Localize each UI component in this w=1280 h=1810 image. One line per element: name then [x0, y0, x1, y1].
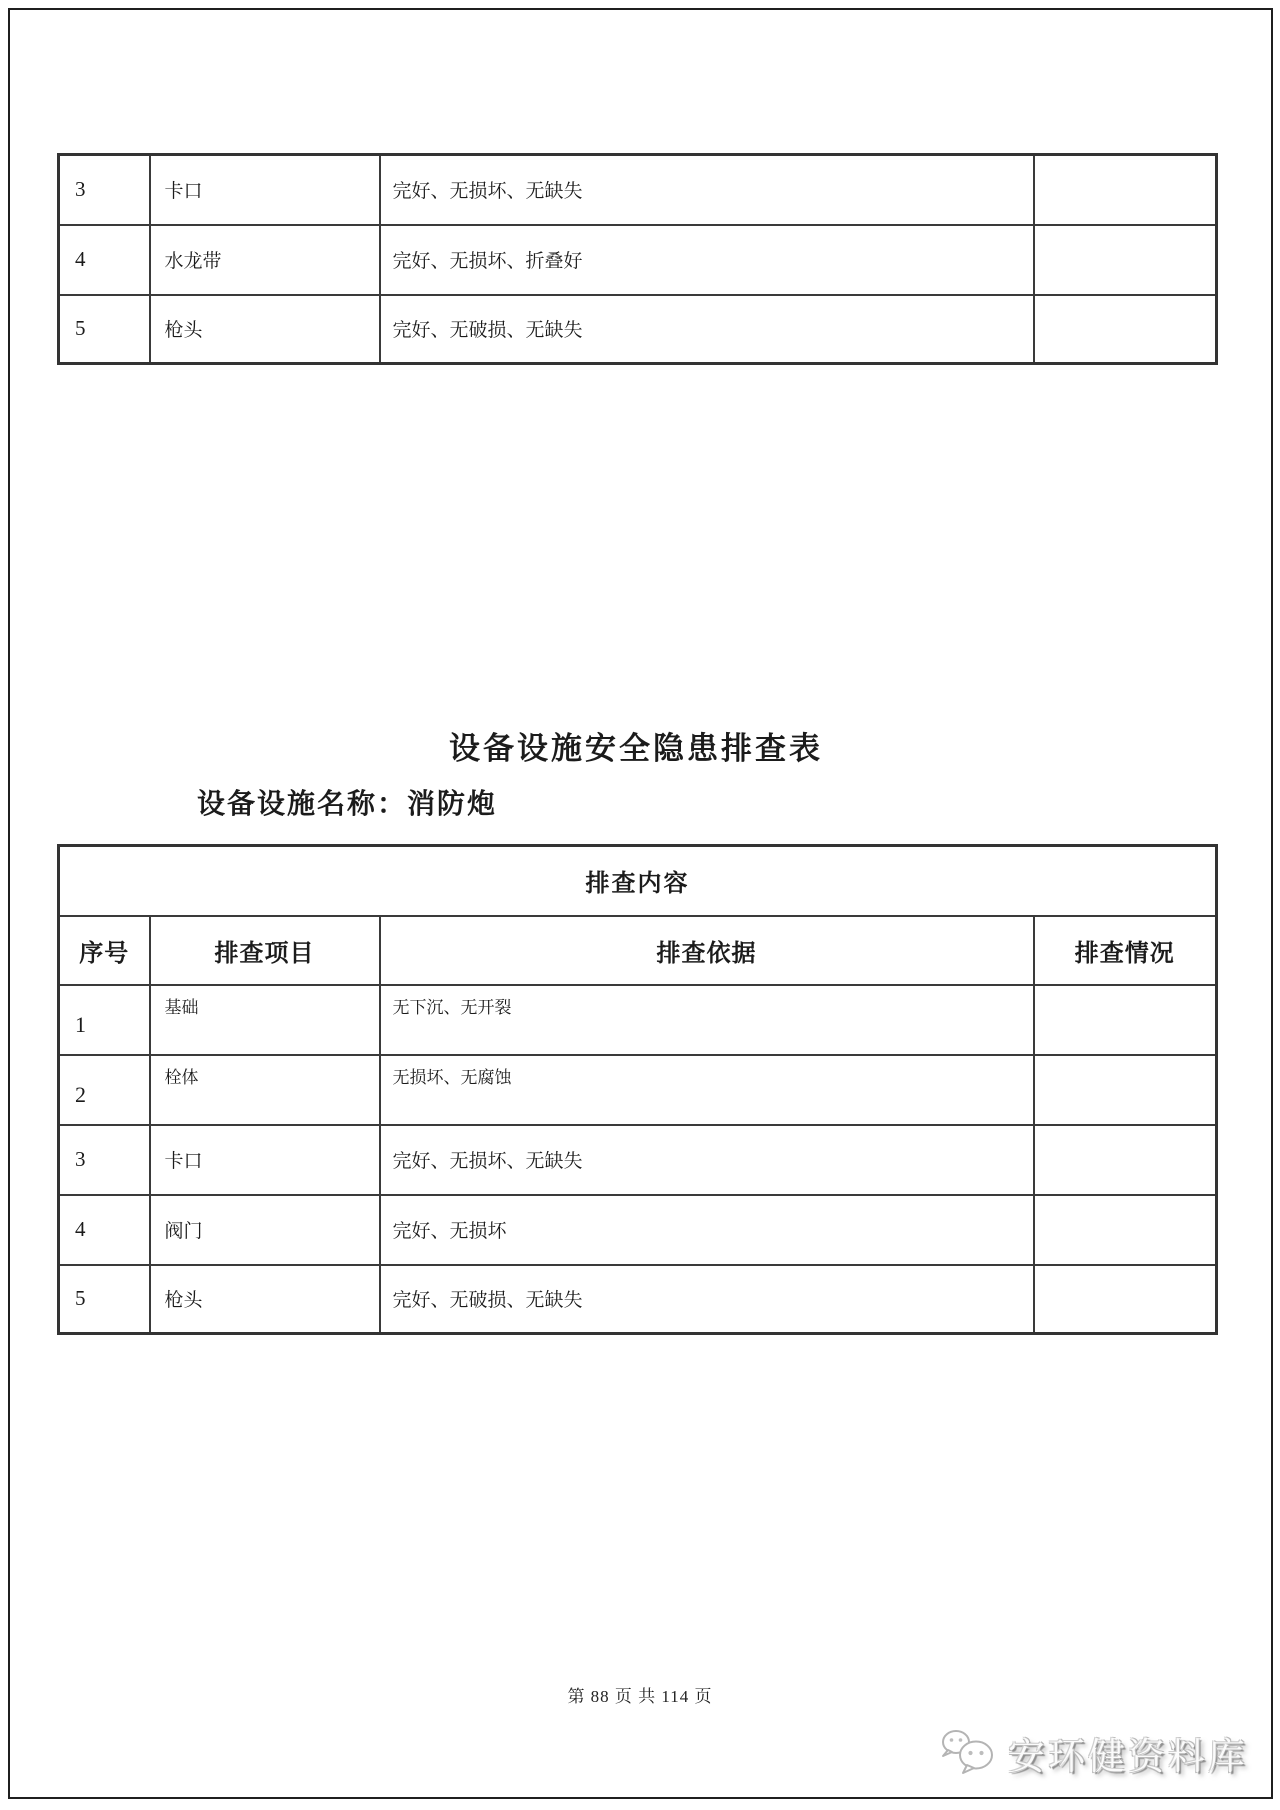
- row-seq: 3: [59, 1125, 150, 1195]
- row-item: 阀门: [150, 1195, 380, 1265]
- status-cell: [1034, 295, 1217, 364]
- row-basis: 完好、无破损、无缺失: [380, 295, 1034, 364]
- row-item: 水龙带: [150, 225, 380, 295]
- table-row: [59, 1055, 1217, 1125]
- table-row: [59, 985, 1217, 1055]
- status-cell: [1034, 1265, 1217, 1334]
- row-seq: 5: [59, 1265, 150, 1334]
- table-header-row: [59, 846, 1217, 916]
- row-seq: 5: [59, 295, 150, 364]
- table-row: [59, 1195, 1217, 1265]
- table-header: 排查内容: [59, 846, 1217, 916]
- row-item: 卡口: [150, 1125, 380, 1195]
- inspection-table: [57, 844, 1218, 1335]
- status-cell: [1034, 225, 1217, 295]
- watermark-text: 安环健资料库: [1008, 1737, 1248, 1778]
- table-row: [59, 225, 1217, 295]
- inspection-table-continued: [57, 153, 1218, 365]
- status-cell: [1034, 1055, 1217, 1125]
- row-seq: 1: [59, 985, 150, 1055]
- status-cell: [1034, 1195, 1217, 1265]
- col-header-seq: 序号: [59, 916, 150, 985]
- row-seq: 2: [59, 1055, 150, 1125]
- row-item: 卡口: [150, 155, 380, 225]
- page-title: 设备设施安全隐患排查表: [449, 731, 823, 766]
- row-item: 枪头: [150, 295, 380, 364]
- col-header-status: 排查情况: [1034, 916, 1217, 985]
- chat-bubbles-icon: [940, 1728, 998, 1778]
- status-cell: [1034, 1125, 1217, 1195]
- row-basis: 完好、无破损、无缺失: [380, 1265, 1034, 1334]
- col-header-basis: 排查依据: [380, 916, 1034, 985]
- table-row: [59, 1265, 1217, 1334]
- row-basis: 完好、无损坏、折叠好: [380, 225, 1034, 295]
- column-header-row: [59, 916, 1217, 985]
- row-item: 枪头: [150, 1265, 380, 1334]
- row-item: 栓体: [150, 1055, 380, 1125]
- equipment-name-line: 设备设施名称：消防炮: [197, 789, 498, 820]
- row-seq: 4: [59, 225, 150, 295]
- status-cell: [1034, 155, 1217, 225]
- row-item: 基础: [150, 985, 380, 1055]
- watermark: [940, 1727, 1248, 1779]
- row-basis: 无下沉、无开裂: [380, 985, 1034, 1055]
- row-seq: 3: [59, 155, 150, 225]
- page-number: 第 88 页 共 114 页: [567, 1687, 713, 1706]
- status-cell: [1034, 985, 1217, 1055]
- row-basis: 无损坏、无腐蚀: [380, 1055, 1034, 1125]
- row-basis: 完好、无损坏: [380, 1195, 1034, 1265]
- table-row: [59, 155, 1217, 225]
- col-header-item: 排查项目: [150, 916, 380, 985]
- table-row: [59, 295, 1217, 364]
- row-seq: 4: [59, 1195, 150, 1265]
- table-row: [59, 1125, 1217, 1195]
- row-basis: 完好、无损坏、无缺失: [380, 1125, 1034, 1195]
- row-basis: 完好、无损坏、无缺失: [380, 155, 1034, 225]
